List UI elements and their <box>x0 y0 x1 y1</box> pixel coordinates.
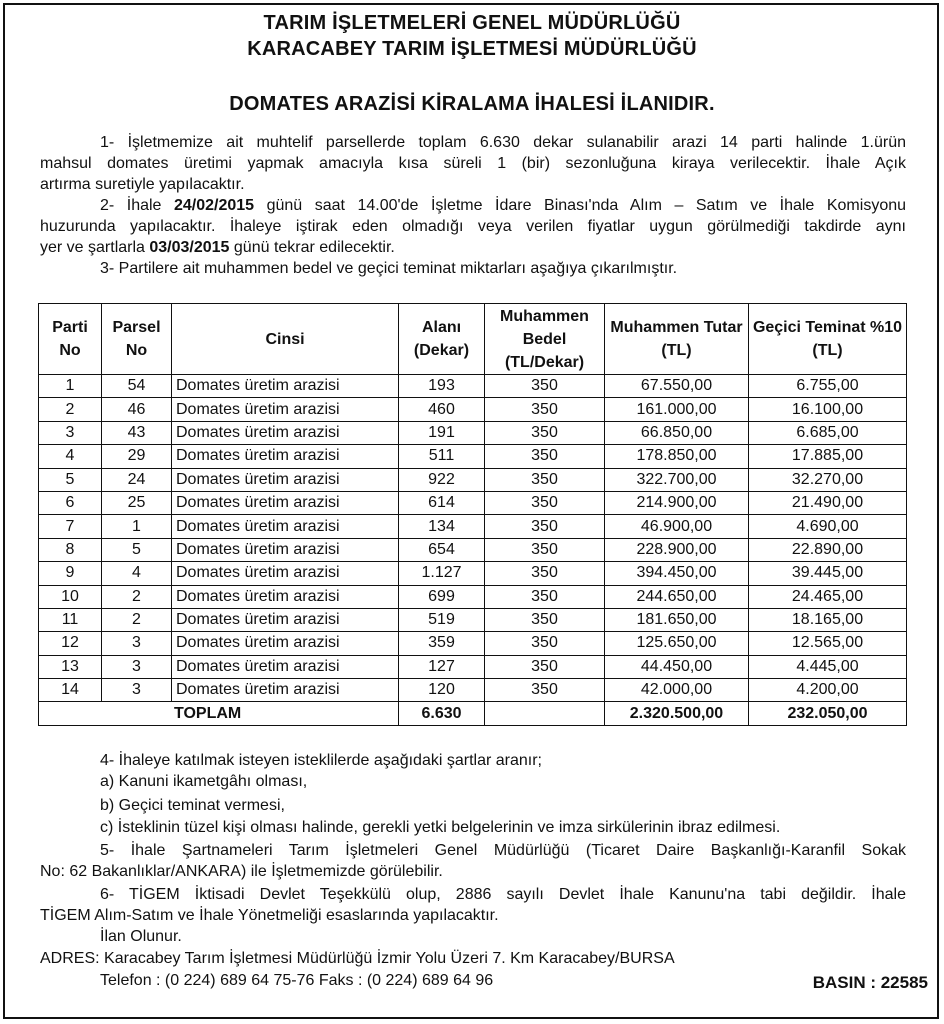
cell-teminat: 12.565,00 <box>749 632 907 655</box>
header-cinsi: Cinsi <box>172 304 399 375</box>
cell-alani: 359 <box>399 632 485 655</box>
cell-teminat: 4.445,00 <box>749 655 907 678</box>
cell-parsel: 3 <box>102 655 172 678</box>
org-name-line2: KARACABEY TARIM İŞLETMESİ MÜDÜRLÜĞÜ <box>247 38 697 60</box>
table-row <box>39 632 907 655</box>
cell-cinsi: Domates üretim arazisi <box>172 398 399 421</box>
cell-tutar: 244.650,00 <box>605 585 749 608</box>
cell-teminat: 39.445,00 <box>749 562 907 585</box>
header-bedel: Muhammen Bedel (TL/Dekar) <box>485 304 605 375</box>
total-tutar: 2.320.500,00 <box>605 702 749 725</box>
cell-bedel: 350 <box>485 632 605 655</box>
cell-tutar: 178.850,00 <box>605 445 749 468</box>
para3: 3- Partilere ait muhammen bedel ve geçici teminat miktarları aşağıya çıkarılmıştır. <box>100 260 678 277</box>
cell-tutar: 322.700,00 <box>605 468 749 491</box>
para2-line2: huzurunda yapılacaktır. İhaleye iştirak eden olmadığı veya verilen fiyatlar uygun görülmediği takdirde aynı <box>40 218 906 235</box>
table-row <box>39 468 907 491</box>
cell-teminat: 17.885,00 <box>749 445 907 468</box>
cell-tutar: 161.000,00 <box>605 398 749 421</box>
cell-cinsi: Domates üretim arazisi <box>172 468 399 491</box>
table-header-row <box>39 304 907 375</box>
cell-alani: 460 <box>399 398 485 421</box>
cell-tutar: 42.000,00 <box>605 679 749 702</box>
cell-parsel: 5 <box>102 538 172 561</box>
cell-parti: 5 <box>39 468 102 491</box>
cell-alani: 699 <box>399 585 485 608</box>
condition-6-line1: 6- TİGEM İktisadi Devlet Teşekkülü olup, 2886 sayılı Devlet İhale Kanunu'na tabi değildir. İhale <box>100 886 906 903</box>
cell-tutar: 44.450,00 <box>605 655 749 678</box>
cell-alani: 922 <box>399 468 485 491</box>
cell-teminat: 4.200,00 <box>749 679 907 702</box>
cell-parti: 11 <box>39 608 102 631</box>
para2-line3: yer ve şartlarla 03/03/2015 günü tekrar edilecektir. <box>40 239 395 256</box>
condition-4a: a) Kanuni ikametgâhı olması, <box>100 773 308 790</box>
para2-line1: 2- İhale 24/02/2015 günü saat 14.00'de İşletme İdare Binası'nda Alım – Satım ve İhale Komisyonu <box>100 197 907 214</box>
cell-bedel: 350 <box>485 585 605 608</box>
cell-alani: 654 <box>399 538 485 561</box>
cell-parti: 7 <box>39 515 102 538</box>
cell-cinsi: Domates üretim arazisi <box>172 445 399 468</box>
cell-tutar: 181.650,00 <box>605 608 749 631</box>
cell-parti: 12 <box>39 632 102 655</box>
cell-cinsi: Domates üretim arazisi <box>172 655 399 678</box>
table-row <box>39 445 907 468</box>
cell-tutar: 67.550,00 <box>605 375 749 398</box>
cell-parsel: 25 <box>102 491 172 514</box>
cell-alani: 193 <box>399 375 485 398</box>
table-row <box>39 538 907 561</box>
cell-parti: 2 <box>39 398 102 421</box>
cell-cinsi: Domates üretim arazisi <box>172 421 399 444</box>
cell-cinsi: Domates üretim arazisi <box>172 515 399 538</box>
cell-parsel: 43 <box>102 421 172 444</box>
press-number: BASIN : 22585 <box>812 973 928 992</box>
cell-cinsi: Domates üretim arazisi <box>172 491 399 514</box>
cell-parti: 1 <box>39 375 102 398</box>
cell-tutar: 214.900,00 <box>605 491 749 514</box>
cell-bedel: 350 <box>485 562 605 585</box>
table-row <box>39 398 907 421</box>
condition-5-line1: 5- İhale Şartnameleri Tarım İşletmeleri Genel Müdürlüğü (Ticaret Daire Başkanlığı-Karanfil Sokak <box>100 842 906 859</box>
cell-cinsi: Domates üretim arazisi <box>172 538 399 561</box>
cell-parti: 14 <box>39 679 102 702</box>
ad-title: DOMATES ARAZİSİ KİRALAMA İHALESİ İLANIDIR. <box>229 93 715 115</box>
header-parti: Parti No <box>39 304 102 375</box>
table-row <box>39 515 907 538</box>
header-parsel: Parsel No <box>102 304 172 375</box>
cell-parsel: 4 <box>102 562 172 585</box>
cell-bedel: 350 <box>485 655 605 678</box>
cell-bedel: 350 <box>485 538 605 561</box>
cell-parti: 10 <box>39 585 102 608</box>
ilan-olunur: İlan Olunur. <box>100 928 182 945</box>
cell-bedel: 350 <box>485 375 605 398</box>
table-row <box>39 608 907 631</box>
cell-bedel: 350 <box>485 445 605 468</box>
cell-bedel: 350 <box>485 468 605 491</box>
cell-bedel: 350 <box>485 398 605 421</box>
cell-teminat: 16.100,00 <box>749 398 907 421</box>
table-row <box>39 585 907 608</box>
repeat-date: 03/03/2015 <box>149 239 230 256</box>
cell-teminat: 32.270,00 <box>749 468 907 491</box>
table-row <box>39 421 907 444</box>
cell-parsel: 24 <box>102 468 172 491</box>
condition-4c: c) İsteklinin tüzel kişi olması halinde, gerekli yetki belgelerinin ve imza sirkülerinin ibraz edilmesi. <box>100 819 781 836</box>
cell-alani: 120 <box>399 679 485 702</box>
cell-alani: 614 <box>399 491 485 514</box>
cell-bedel: 350 <box>485 421 605 444</box>
cell-cinsi: Domates üretim arazisi <box>172 585 399 608</box>
cell-alani: 127 <box>399 655 485 678</box>
condition-6-line2: TİGEM Alım-Satım ve İhale Yönetmeliği esaslarında yapılacaktır. <box>40 907 499 924</box>
total-label: TOPLAM <box>39 702 399 725</box>
cell-cinsi: Domates üretim arazisi <box>172 632 399 655</box>
cell-alani: 191 <box>399 421 485 444</box>
condition-4b: b) Geçici teminat vermesi, <box>100 797 285 814</box>
cell-alani: 1.127 <box>399 562 485 585</box>
cell-alani: 511 <box>399 445 485 468</box>
cell-teminat: 18.165,00 <box>749 608 907 631</box>
condition-4: 4- İhaleye katılmak isteyen isteklilerde aşağıdaki şartlar aranır; <box>100 752 542 769</box>
table-total-row <box>39 702 907 725</box>
cell-parsel: 54 <box>102 375 172 398</box>
cell-parsel: 2 <box>102 608 172 631</box>
table-row <box>39 491 907 514</box>
cell-parsel: 2 <box>102 585 172 608</box>
cell-tutar: 394.450,00 <box>605 562 749 585</box>
cell-tutar: 228.900,00 <box>605 538 749 561</box>
phone-fax: Telefon : (0 224) 689 64 75-76 Faks : (0 224) 689 64 96 <box>100 972 494 989</box>
header-tutar: Muhammen Tutar (TL) <box>605 304 749 375</box>
cell-parsel: 3 <box>102 679 172 702</box>
cell-cinsi: Domates üretim arazisi <box>172 562 399 585</box>
cell-alani: 519 <box>399 608 485 631</box>
cell-tutar: 125.650,00 <box>605 632 749 655</box>
cell-teminat: 6.685,00 <box>749 421 907 444</box>
cell-teminat: 22.890,00 <box>749 538 907 561</box>
cell-parti: 8 <box>39 538 102 561</box>
cell-parti: 4 <box>39 445 102 468</box>
condition-5-line2: No: 62 Bakanlıklar/ANKARA) ile İşletmemizde görülebilir. <box>40 863 443 880</box>
table-row <box>39 562 907 585</box>
table-row <box>39 375 907 398</box>
cell-tutar: 46.900,00 <box>605 515 749 538</box>
cell-parsel: 46 <box>102 398 172 421</box>
cell-teminat: 6.755,00 <box>749 375 907 398</box>
cell-teminat: 4.690,00 <box>749 515 907 538</box>
header-alani: Alanı (Dekar) <box>399 304 485 375</box>
total-alani: 6.630 <box>399 702 485 725</box>
cell-tutar: 66.850,00 <box>605 421 749 444</box>
total-bedel-empty <box>485 702 605 725</box>
header-teminat: Geçici Teminat %10 (TL) <box>749 304 907 375</box>
cell-alani: 134 <box>399 515 485 538</box>
cell-parti: 9 <box>39 562 102 585</box>
address: ADRES: Karacabey Tarım İşletmesi Müdürlüğü İzmir Yolu Üzeri 7. Km Karacabey/BURSA <box>40 950 675 967</box>
cell-bedel: 350 <box>485 515 605 538</box>
cell-parti: 3 <box>39 421 102 444</box>
cell-parsel: 3 <box>102 632 172 655</box>
para1-line1: 1- İşletmemize ait muhtelif parsellerde toplam 6.630 dekar sulanabilir arazi 14 parti halinde 1.ürün <box>100 134 906 151</box>
total-teminat: 232.050,00 <box>749 702 907 725</box>
cell-parti: 13 <box>39 655 102 678</box>
para1-line2: mahsul domates üretimi yapmak amacıyla kısa süreli 1 (bir) sezonluğuna kiraya verilecektir. İhale Açık <box>40 155 906 172</box>
table-row <box>39 679 907 702</box>
cell-parsel: 1 <box>102 515 172 538</box>
org-name-line1: TARIM İŞLETMELERİ GENEL MÜDÜRLÜĞÜ <box>263 12 681 34</box>
cell-cinsi: Domates üretim arazisi <box>172 608 399 631</box>
cell-parti: 6 <box>39 491 102 514</box>
cell-bedel: 350 <box>485 608 605 631</box>
cell-cinsi: Domates üretim arazisi <box>172 375 399 398</box>
cell-parsel: 29 <box>102 445 172 468</box>
cell-teminat: 24.465,00 <box>749 585 907 608</box>
para1-line3: artırma suretiyle yapılacaktır. <box>40 176 245 193</box>
cell-teminat: 21.490,00 <box>749 491 907 514</box>
parcel-table <box>38 303 907 726</box>
auction-date: 24/02/2015 <box>174 197 255 214</box>
table-row <box>39 655 907 678</box>
cell-bedel: 350 <box>485 491 605 514</box>
cell-cinsi: Domates üretim arazisi <box>172 679 399 702</box>
cell-bedel: 350 <box>485 679 605 702</box>
